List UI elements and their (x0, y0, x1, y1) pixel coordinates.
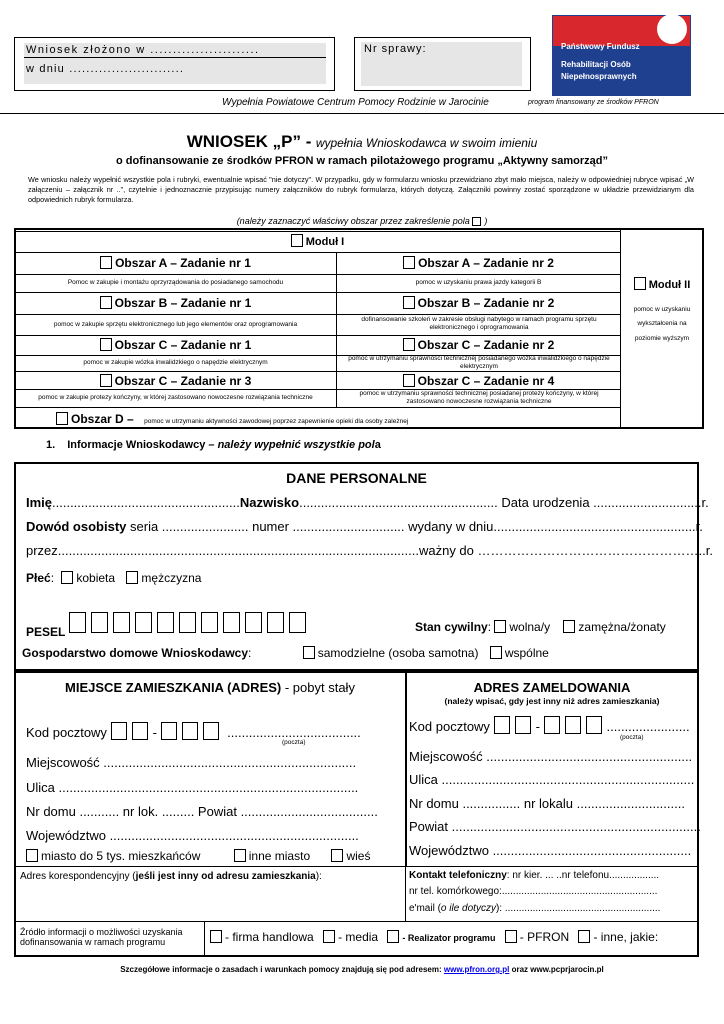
area-c-task1-checkbox[interactable] (100, 338, 112, 351)
postcode-digit-box[interactable] (494, 716, 510, 734)
source-options: - firma handlowa - media - Realizator programu - PFRON - inne, jakie: (210, 930, 658, 944)
area-b-task1-checkbox[interactable] (100, 296, 112, 309)
email-field[interactable]: e'mail (o ile dotyczy): ........................................................ (409, 903, 661, 914)
case-number-label: Nr sprawy: (364, 43, 427, 55)
module2-option[interactable]: Moduł II (621, 277, 703, 291)
area-a-task2[interactable]: Obszar A – Zadanie nr 2 (337, 256, 620, 270)
logo-line-1: Państwowy Fundusz (561, 42, 640, 51)
logo-blue-band (553, 46, 690, 95)
name-row: Imię....................................................Nazwisko....................................................... Data urodzenia ..............................r. (26, 495, 709, 510)
registration-postcode[interactable]: Kod pocztowy - ....................... (409, 716, 690, 734)
contact-phone[interactable]: Kontakt telefoniczny: nr kier. ... ..nr telefonu.................. (409, 870, 660, 881)
area-b-task2-desc: dofinansowanie szkoleń w zakresie obsługi nabytego w ramach programu sprzętu elektronicznego i oprogramowania (361, 316, 597, 331)
pesel-digit-box[interactable] (179, 612, 196, 633)
area-c-task2-checkbox[interactable] (403, 338, 415, 351)
module2-desc-3: poziomie wyższym (634, 335, 690, 342)
female-checkbox[interactable] (61, 571, 73, 584)
issued-by-row[interactable]: przez....................................................................................................ważny do ……………………………………………..r. (26, 543, 713, 558)
residence-heading: MIEJSCE ZAMIESZKANIA (ADRES) - pobyt stały (65, 680, 355, 695)
village-checkbox[interactable] (331, 849, 343, 862)
pesel-digit-box[interactable] (91, 612, 108, 633)
town-type-row: miasto do 5 tys. mieszkańców inne miasto wieś (26, 849, 370, 863)
title-suffix: wypełnia Wnioskodawca w swoim imieniu (315, 136, 538, 150)
area-d[interactable]: Obszar D – pomoc w utrzymaniu aktywności zawodowej poprzez zapewnienie opieki dla osoby zależnej (56, 410, 408, 428)
registration-street[interactable]: Ulica ...................................................................... (409, 772, 695, 787)
area-note: (należy zaznaczyć właściwy obszar przez zakreślenie pola ) (236, 216, 488, 226)
personal-data-box (14, 462, 699, 671)
residence-city[interactable]: Miejscowość ...................................................................... (26, 755, 357, 770)
area-a-task1[interactable]: Obszar A – Zadanie nr 1 (15, 256, 336, 270)
area-a-task1-checkbox[interactable] (100, 256, 112, 269)
pfron-link[interactable]: www.pfron.org.pl (443, 965, 510, 974)
pesel-digit-box[interactable] (289, 612, 306, 633)
pesel-digit-box[interactable] (267, 612, 284, 633)
pesel-digit-box[interactable] (201, 612, 218, 633)
married-checkbox[interactable] (563, 620, 575, 633)
logo-line-3: Niepełnosprawnych (561, 72, 637, 81)
area-c-task4[interactable]: Obszar C – Zadanie nr 4 (337, 374, 620, 388)
module2-desc-1: pomoc w uzyskaniu (633, 306, 691, 313)
area-b-task1[interactable]: Obszar B – Zadanie nr 1 (15, 296, 336, 310)
footer-note: Szczegółowe informacje o zasadach i warunkach pomocy znajdują się pod adresem: www.pfron.org.pl oraz www.pcprjarocin.pl (120, 965, 604, 974)
date-label: w dniu ........................... (26, 63, 185, 75)
correspondence-label[interactable]: Adres korespondencyjny (jeśli jest inny od adresu zamieszkania): (20, 871, 322, 882)
section1-heading: 1. Informacje Wnioskodawcy – należy wypełnić wszystkie pola (46, 439, 381, 451)
intro-text: We wniosku należy wypełnić wszystkie pola i rubryki, ewentualnie wpisać "nie dotyczy". W przypadku, gdy w formularzu wniosku przewidziano zbyt mało miejsca, należy w odpowiedniej rubryce wpisać „W załączeniu – załącznik nr ..”, czytelnie i jednoznacznie przypisując numery załączników do rubryk formularza, których dotyczą. Załączniki powinny zostać sporządzone w układzie przewidzianym dla odpowiednich rubryk formularza. (28, 175, 694, 204)
pesel-digit-box[interactable] (157, 612, 174, 633)
source-firm-checkbox[interactable] (210, 930, 222, 943)
area-d-desc: pomoc w utrzymaniu aktywności zawodowej poprzez zapewnienie opieki dla osoby zależnej (144, 418, 409, 425)
area-d-checkbox[interactable] (56, 412, 68, 425)
area-c-task2-desc: pomoc w utrzymaniu sprawności technicznej posiadanego wózka inwalidzkiego o napędzie elektrycznym (348, 355, 610, 370)
registration-city[interactable]: Miejscowość ......................................................... (409, 749, 693, 764)
postcode-digit-box[interactable] (565, 716, 581, 734)
source-pfron-checkbox[interactable] (505, 930, 517, 943)
registration-house[interactable]: Nr domu ................ nr lokalu .............................. (409, 796, 685, 811)
personal-heading: DANE PERSONALNE (286, 470, 427, 486)
area-c-task1[interactable]: Obszar C – Zadanie nr 1 (15, 338, 336, 352)
pesel-digit-box[interactable] (113, 612, 130, 633)
pesel-digit-box[interactable] (245, 612, 262, 633)
area-c-task4-checkbox[interactable] (403, 374, 415, 387)
submitted-label: Wniosek złożono w ........................ (26, 44, 260, 56)
residence-street[interactable]: Ulica ................................................................................... (26, 780, 359, 795)
filled-by-note: Wypełnia Powiatowe Centrum Pomocy Rodzinie w Jarocinie (222, 97, 489, 108)
module1-option[interactable]: Moduł I (15, 234, 620, 248)
sex-row: Płeć: kobieta mężczyzna (26, 571, 202, 585)
pfron-logo (552, 15, 691, 96)
source-media-checkbox[interactable] (323, 930, 335, 943)
male-checkbox[interactable] (126, 571, 138, 584)
registration-note: (należy wpisać, gdy jest inny niż adres zamieszkania) (444, 696, 660, 706)
area-c-task3-checkbox[interactable] (100, 374, 112, 387)
module2-checkbox[interactable] (634, 277, 646, 290)
source-label: Źródło informacji o możliwości uzyskania dofinansowania w ramach programu (20, 927, 183, 947)
area-c-task1-desc: pomoc w zakupie wózka inwalidzkiego o napędzie elektrycznym (83, 359, 268, 366)
first-name-field[interactable]: .................................................... (52, 495, 240, 510)
source-other-checkbox[interactable] (578, 930, 590, 943)
header-divider (0, 113, 724, 114)
residence-post-label: (poczta) (282, 739, 306, 746)
household-alone-checkbox[interactable] (303, 646, 315, 659)
pesel-digit-box[interactable] (223, 612, 240, 633)
birth-date-field[interactable]: Data urodzenia ..............................r. (501, 495, 709, 510)
postcode-digit-box[interactable] (203, 722, 219, 740)
area-a-task2-desc: pomoc w uzyskaniu prawa jazdy kategorii B (415, 279, 542, 286)
area-c-task3-desc: pomoc w zakupie protezy kończyny, w której zastosowano nowoczesne rozwiązania techniczne (38, 394, 313, 401)
area-a-task2-checkbox[interactable] (403, 256, 415, 269)
checkbox-icon (472, 217, 481, 226)
area-b-task2-checkbox[interactable] (403, 296, 415, 309)
source-operator-checkbox[interactable] (387, 930, 399, 943)
registration-post-label: (poczta) (620, 734, 644, 741)
small-town-checkbox[interactable] (26, 849, 38, 862)
title-main: WNIOSEK „P” - (186, 132, 312, 151)
residence-voivodeship[interactable]: Województwo ..................................................................... (26, 828, 359, 843)
postcode-digit-box[interactable] (182, 722, 198, 740)
registration-heading: ADRES ZAMELDOWANIA (473, 680, 631, 695)
mobile-phone[interactable]: nr tel. komórkowego:........................................................ (409, 886, 658, 897)
area-c-task3[interactable]: Obszar C – Zadanie nr 3 (15, 374, 336, 388)
residence-house[interactable]: Nr domu ........... nr lok. ......... Powiat ...................................... (26, 804, 378, 819)
postcode-digit-box[interactable] (132, 722, 148, 740)
area-a-task1-desc: Pomoc w zakupie i montażu oprzyrządowania do posiadanego samochodu (67, 279, 284, 286)
registration-district[interactable]: Powiat ..................................................................... (409, 819, 701, 834)
pesel-row: PESEL (26, 612, 311, 639)
form-subtitle: o dofinansowanie ze środków PFRON w ramach pilotażowego programu „Aktywny samorząd” (115, 155, 609, 167)
household-shared-checkbox[interactable] (490, 646, 502, 659)
pesel-digit-box[interactable] (135, 612, 152, 633)
module2-desc-2: wykształcenia na (637, 320, 687, 327)
postcode-digit-box[interactable] (515, 716, 531, 734)
pesel-digit-box[interactable] (69, 612, 86, 633)
module1-checkbox[interactable] (291, 234, 303, 247)
logo-line-2: Rehabilitacji Osób (561, 60, 631, 69)
single-checkbox[interactable] (494, 620, 506, 633)
area-b-task2[interactable]: Obszar B – Zadanie nr 2 (337, 296, 620, 310)
pesel-field[interactable] (69, 619, 311, 633)
funding-note: program finansowany ze środków PFRON (528, 99, 659, 106)
household-row: Gospodarstwo domowe Wnioskodawcy: samodzielne (osoba samotna) wspólne (22, 646, 549, 660)
postcode-digit-box[interactable] (111, 722, 127, 740)
area-c-task4-desc: pomoc w utrzymaniu sprawności technicznej posiadanej protezy kończyny, w której zastosowano nowoczesne rozwiązania techniczne (359, 390, 599, 405)
area-b-task1-desc: pomoc w zakupie sprzętu elektronicznego lub jego elementów oraz oprogramowania (53, 321, 298, 328)
residence-postcode[interactable]: Kod pocztowy - ..................................... (26, 722, 361, 740)
form-title (0, 132, 724, 152)
id-row[interactable]: Dowód osobisty seria ........................ numer ............................... wydany w dniu........................................................r. (26, 519, 703, 534)
registration-voivodeship[interactable]: Województwo ....................................................... (409, 843, 692, 858)
marital-row: Stan cywilny: wolna/y zamężna/żonaty (415, 620, 666, 634)
pcpr-link[interactable]: www.pcprjarocin.pl (530, 965, 604, 974)
postcode-digit-box[interactable] (544, 716, 560, 734)
area-c-task2[interactable]: Obszar C – Zadanie nr 2 (337, 338, 620, 352)
postcode-digit-box[interactable] (161, 722, 177, 740)
last-name-field[interactable]: ....................................................... (299, 495, 498, 510)
logo-white-circle (657, 14, 687, 44)
other-town-checkbox[interactable] (234, 849, 246, 862)
postcode-digit-box[interactable] (586, 716, 602, 734)
